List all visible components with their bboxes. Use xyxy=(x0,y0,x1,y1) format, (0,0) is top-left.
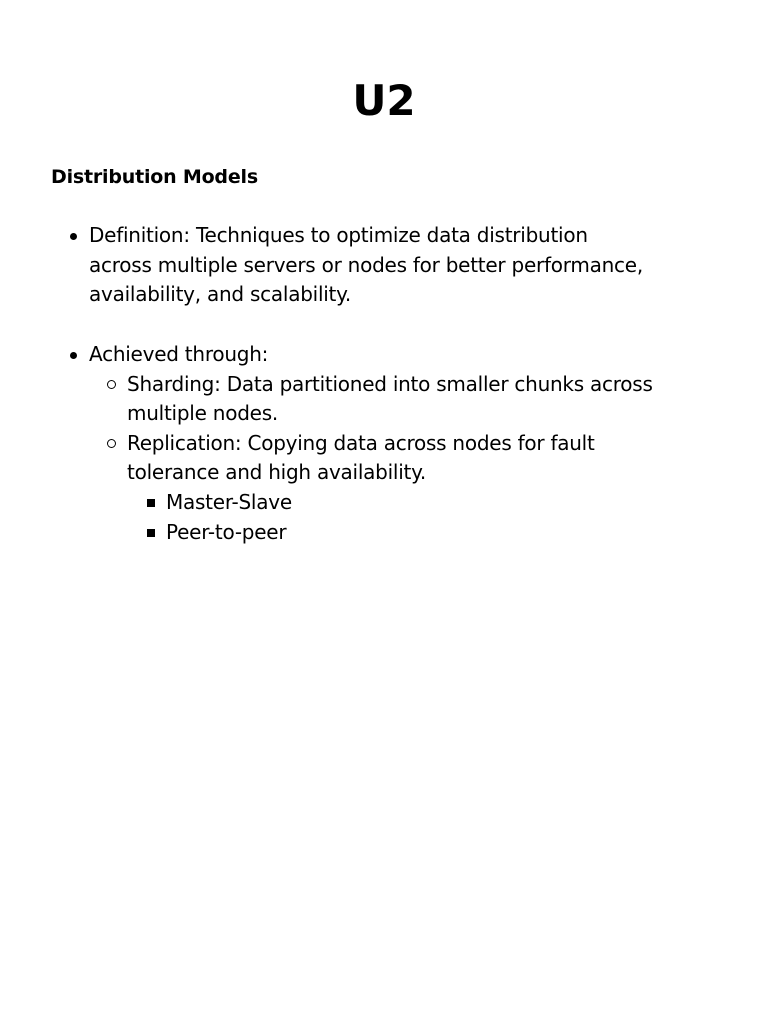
sub-list xyxy=(127,370,729,548)
list-item-master-slave xyxy=(166,488,729,518)
text-line: Peer-to-peer xyxy=(166,519,287,544)
list-item-definition xyxy=(89,221,729,310)
sub-sub-list xyxy=(166,488,729,547)
text-line: Sharding: Data partitioned into smaller chunks across xyxy=(127,371,653,396)
text-line: Master-Slave xyxy=(166,489,292,514)
text-line: availability, and scalability. xyxy=(89,282,351,307)
list-item-achieved xyxy=(89,340,729,547)
bullet-list-definition xyxy=(89,221,729,310)
text-line: Achieved through: xyxy=(89,342,269,366)
section-heading: Distribution Models xyxy=(51,166,258,188)
text-line: tolerance and high availability. xyxy=(127,460,426,485)
list-item-sharding xyxy=(127,370,729,429)
text-line: Replication: Copying data across nodes for fault xyxy=(127,430,595,455)
text-line: across multiple servers or nodes for better performance, xyxy=(89,252,643,277)
list-item-peer-to-peer xyxy=(166,518,729,548)
text-line: multiple nodes. xyxy=(127,401,278,426)
page-title: U2 xyxy=(352,76,416,125)
bullet-list-achieved xyxy=(89,340,729,547)
list-item-replication xyxy=(127,429,729,547)
text-line: Definition: Techniques to optimize data distribution xyxy=(89,223,588,247)
